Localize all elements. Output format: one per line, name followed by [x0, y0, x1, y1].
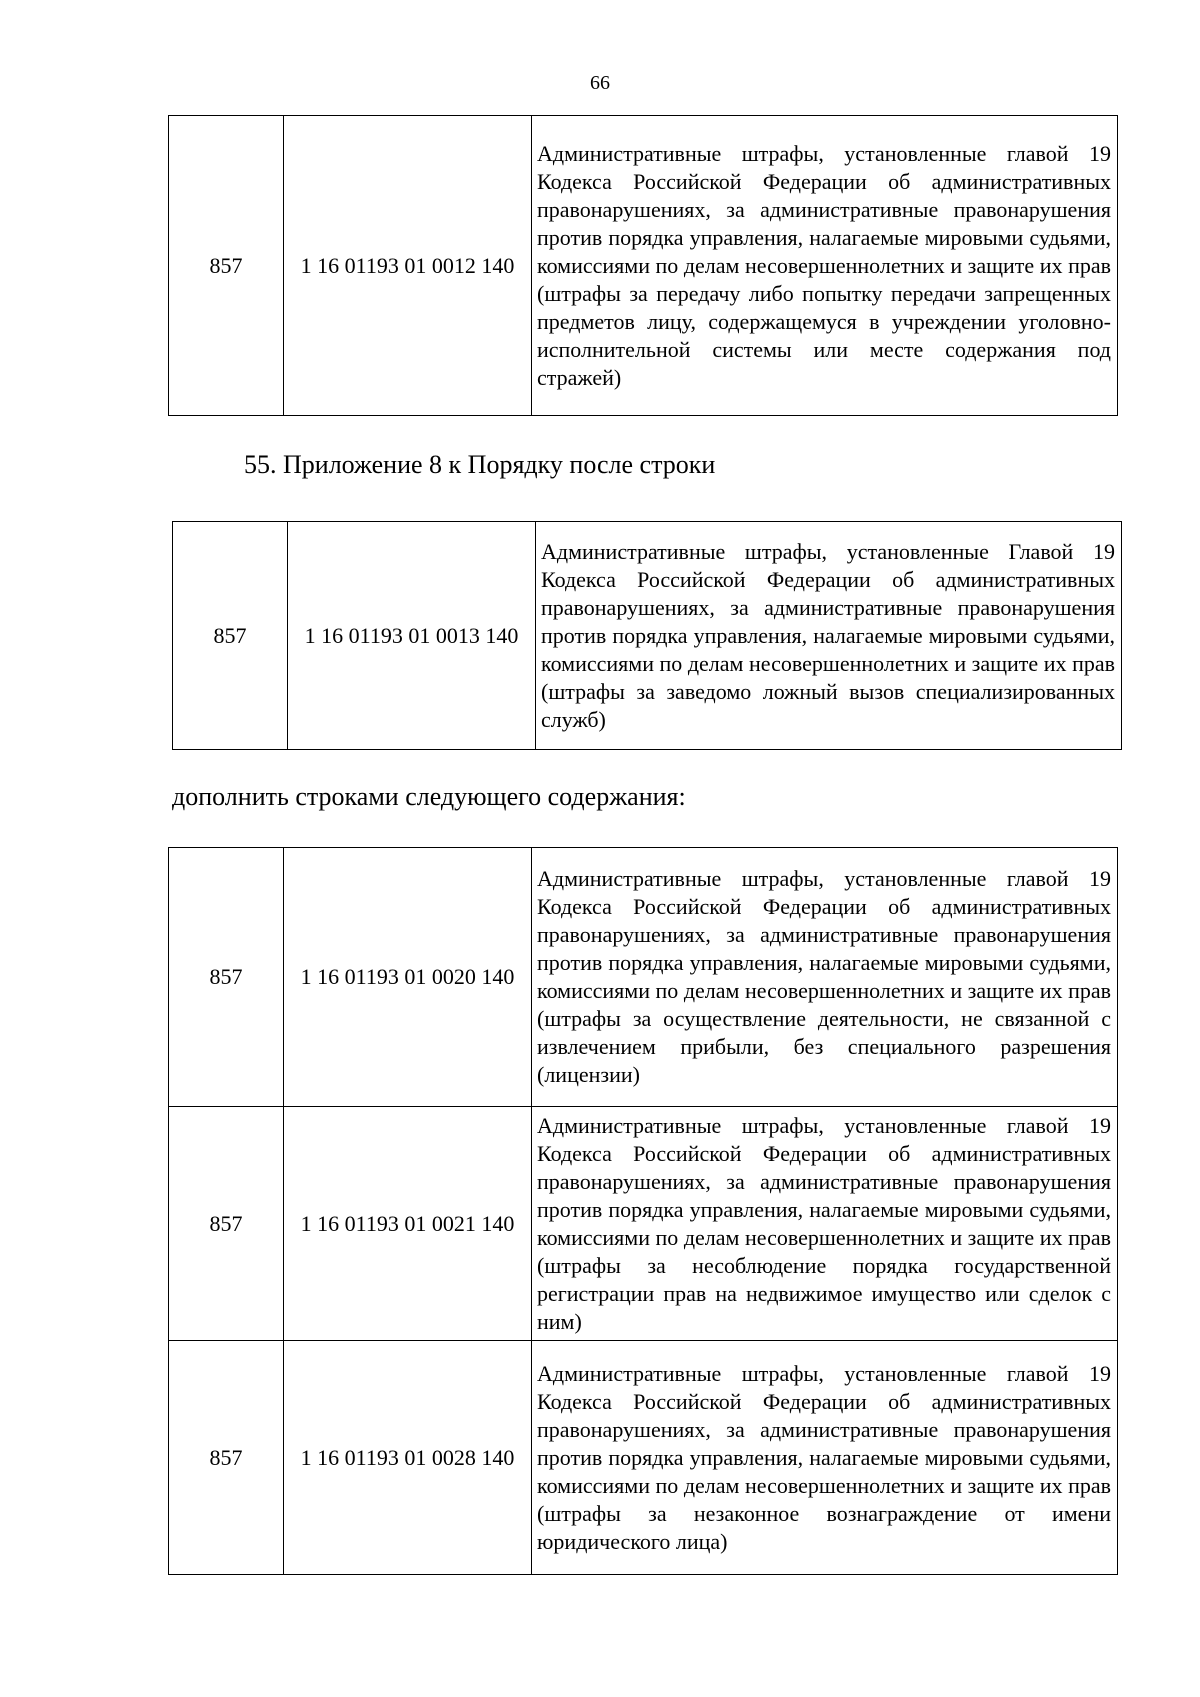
table-row	[169, 1107, 1118, 1341]
section-heading: 55. Приложение 8 к Порядку после строки	[244, 450, 716, 479]
page-number: 66	[590, 72, 610, 94]
admin-code-cell: 857	[169, 116, 284, 416]
table-row	[169, 1341, 1118, 1575]
admin-code-cell: 857	[169, 848, 284, 1107]
table-row	[169, 848, 1118, 1107]
kbk-code-cell: 1 16 01193 01 0028 140	[284, 1341, 532, 1575]
description-cell: Административные штрафы, установленные главой 19 Кодекса Российской Федерации об административных правонарушениях, за административные правонарушения против порядка управления, налагаемые мировыми судьями, комиссиями по делам несовершеннолетних и защите их прав (штрафы за несоблюдение порядка государственной регистрации прав на недвижимое имущество или сделок с ним)	[532, 1107, 1118, 1341]
table-row	[173, 522, 1122, 750]
description-cell: Административные штрафы, установленные главой 19 Кодекса Российской Федерации об административных правонарушениях, за административные правонарушения против порядка управления, налагаемые мировыми судьями, комиссиями по делам несовершеннолетних и защите их прав (штрафы за осуществление деятельности, не связанной с извлечением прибыли, без специального разрешения (лицензии)	[532, 848, 1118, 1107]
description-cell: Административные штрафы, установленные Главой 19 Кодекса Российской Федерации об административных правонарушениях, за административные правонарушения против порядка управления, налагаемые мировыми судьями, комиссиями по делам несовершеннолетних и защите их прав (штрафы за заведомо ложный вызов специализированных служб)	[536, 522, 1122, 750]
kbk-code-cell: 1 16 01193 01 0013 140	[288, 522, 536, 750]
kbk-code-cell: 1 16 01193 01 0020 140	[284, 848, 532, 1107]
fee-table-original	[168, 115, 1118, 416]
fee-table-reference-row	[172, 521, 1122, 750]
kbk-code-cell: 1 16 01193 01 0021 140	[284, 1107, 532, 1341]
description-cell: Административные штрафы, установленные главой 19 Кодекса Российской Федерации об административных правонарушениях, за административные правонарушения против порядка управления, налагаемые мировыми судьями, комиссиями по делам несовершеннолетних и защите их прав (штрафы за незаконное вознаграждение от имени юридического лица)	[532, 1341, 1118, 1575]
fee-table-new-rows	[168, 847, 1118, 1575]
description-cell: Административные штрафы, установленные главой 19 Кодекса Российской Федерации об административных правонарушениях, за административные правонарушения против порядка управления, налагаемые мировыми судьями, комиссиями по делам несовершеннолетних и защите их прав (штрафы за передачу либо попытку передачи запрещенных предметов лицу, содержащемуся в учреждении уголовно-исполнительной системы или месте содержания под стражей)	[532, 116, 1118, 416]
supplement-instruction: дополнить строками следующего содержания:	[172, 782, 686, 811]
admin-code-cell: 857	[169, 1341, 284, 1575]
table-row	[169, 116, 1118, 416]
admin-code-cell: 857	[173, 522, 288, 750]
kbk-code-cell: 1 16 01193 01 0012 140	[284, 116, 532, 416]
admin-code-cell: 857	[169, 1107, 284, 1341]
